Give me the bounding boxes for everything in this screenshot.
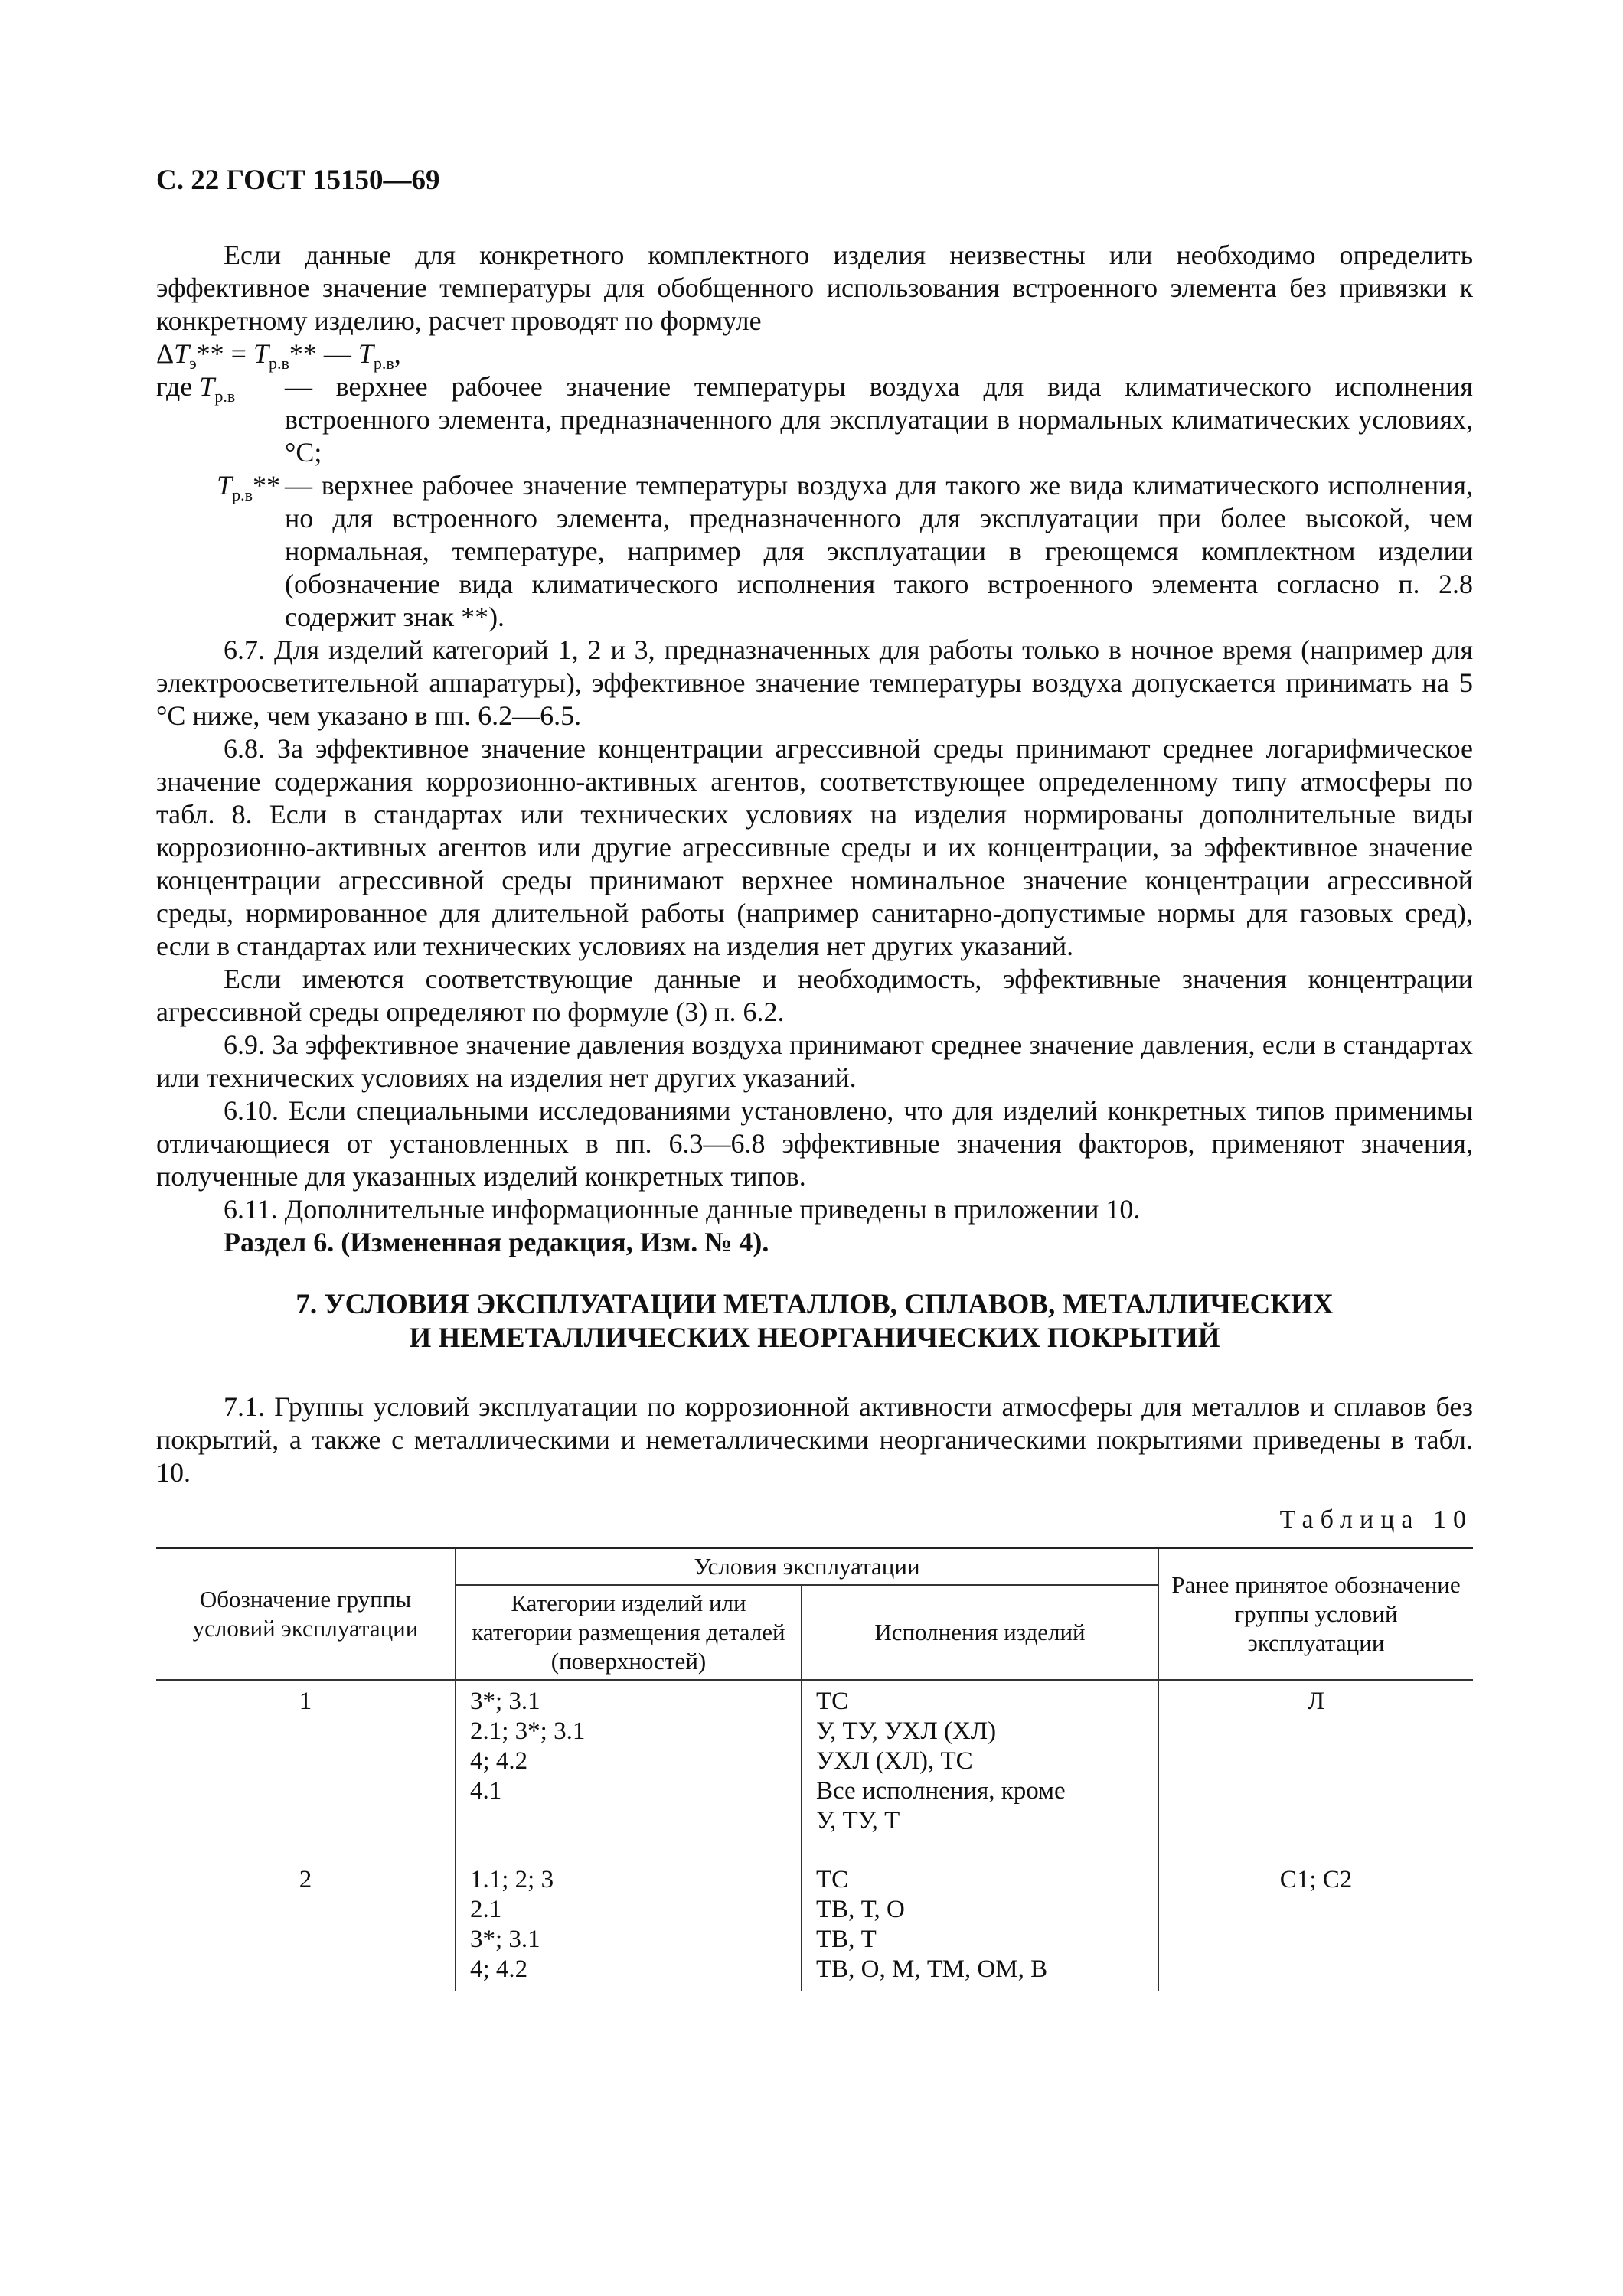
table-10 xyxy=(156,1547,1473,1991)
page-header: С. 22 ГОСТ 15150—69 xyxy=(156,165,440,196)
paragraph-7-1: 7.1. Группы условий эксплуатации по коррозионной активности атмосферы для металлов и сплавов без покрытий, а также с металлическими и неметаллическими неорганическими покрытиями приведены в табл. 10. xyxy=(156,1391,1473,1488)
paragraph-6-8-cont: Если имеются соответствующие данные и необходимость, эффективные значения концентрации агрессивной среды определяют по формуле (3) п. 6.2. xyxy=(156,964,1473,1027)
cell-categories: 3*; 3.1 2.1; 3*; 3.1 4; 4.2 4.1 xyxy=(456,1680,802,1842)
cell-previous: С1; С2 xyxy=(1158,1842,1473,1991)
table-caption: Таблица 10 xyxy=(1279,1505,1473,1534)
header-conditions: Условия эксплуатации xyxy=(456,1548,1158,1586)
definition-term: где $T_{р.в}$ xyxy=(156,371,236,406)
header-group: Обозначение группы условий эксплуатации xyxy=(156,1548,456,1681)
cell-versions: ТС ТВ, Т, О ТВ, Т ТВ, О, М, ТМ, ОМ, В xyxy=(802,1842,1158,1991)
cell-group: 2 xyxy=(299,1866,312,1893)
cell-previous: Л xyxy=(1158,1680,1473,1842)
cell-versions: ТС У, ТУ, УХЛ (ХЛ) УХЛ (ХЛ), ТС Все исполнения, кроме У, ТУ, Т xyxy=(802,1680,1158,1842)
cell-categories: 1.1; 2; 3 2.1 3*; 3.1 4; 4.2 xyxy=(456,1842,802,1991)
document-body xyxy=(156,239,1473,1991)
paragraph-6-10: 6.10. Если специальными исследованиями установлено, что для изделий конкретных типов применимы отличающиеся от установленных в пп. 6.3—6.8 эффективные значения факторов, применяют значения, полученные для указанных изделий конкретных типов. xyxy=(156,1095,1473,1192)
definition-2 xyxy=(156,469,1473,634)
table-row xyxy=(156,1680,1473,1842)
definition-text: — верхнее рабочее значение температуры воздуха для такого же вида климатического исполнения, но для встроенного элемента, предназначенного для эксплуатации при более высокой, чем нормальная, температуре, например для эксплуатации в греющемся комплектном изделии (обозначение вида климатического исполнения такого встроенного элемента согласно п. 2.8 содержит знак **). xyxy=(285,470,1473,632)
paragraph-6-9: 6.9. За эффективное значение давления воздуха принимают среднее значение давления, если в стандартах или технических условиях на изделия нет других указаний. xyxy=(156,1029,1473,1093)
paragraph-6-8: 6.8. За эффективное значение концентрации агрессивной среды принимают среднее логарифмическое значение содержания коррозионно-активных агентов, соответствующее определенному типу атмосферы по табл. 8. Если в стандартах или технических условиях на изделия нормированы дополнительные виды коррозионно-активных агентов или другие агрессивные среды и их концентрации, за эффективное значение концентрации агрессивной среды принимают верхнее номинальное значение концентрации агрессивной среды, нормированное для длительной работы (например санитарно-допустимые нормы для газовых сред), если в стандартах или технических условиях на изделия нет других указаний. xyxy=(156,733,1473,961)
formula: $\Delta T_э** = T_{р.в}**$ — $T_{р.в}$, xyxy=(156,338,401,373)
definition-1 xyxy=(156,370,1473,469)
header-categories: Категории изделий или категории размещения деталей (поверхностей) xyxy=(456,1585,802,1680)
cell-group: 1 xyxy=(299,1688,312,1715)
intro-paragraph: Если данные для конкретного комплектного изделия неизвестны или необходимо определить эффективное значение температуры для обобщенного использования встроенного элемента без привязки к конкретному изделию, расчет проводят по формуле xyxy=(156,240,1473,336)
section-7-title: 7. УСЛОВИЯ ЭКСПЛУАТАЦИИ МЕТАЛЛОВ, СПЛАВОВ, МЕТАЛЛИЧЕСКИХ И НЕМЕТАЛЛИЧЕСКИХ НЕОРГАНИЧЕСКИХ ПОКРЫТИЙ xyxy=(296,1289,1334,1354)
paragraph-6-7: 6.7. Для изделий категорий 1, 2 и 3, предназначенных для работы только в ночное время (например для электроосветительной аппаратуры), эффективное значение температуры воздуха допускается принимать на 5 °С ниже, чем указано в пп. 6.2—6.5. xyxy=(156,634,1473,731)
header-versions: Исполнения изделий xyxy=(802,1585,1158,1680)
table-row xyxy=(156,1842,1473,1991)
section-6-note: Раздел 6. (Измененная редакция, Изм. № 4). xyxy=(224,1227,769,1257)
definition-term: $T_{р.в}**$ xyxy=(217,470,280,504)
paragraph-6-11: 6.11. Дополнительные информационные данные приведены в приложении 10. xyxy=(224,1194,1141,1225)
definition-text: — верхнее рабочее значение температуры воздуха для вида климатического исполнения встроенного элемента, предназначенного для эксплуатации в нормальных климатических условиях, °С; xyxy=(285,371,1473,468)
header-previous: Ранее принятое обозначение группы условий эксплуатации xyxy=(1158,1548,1473,1681)
